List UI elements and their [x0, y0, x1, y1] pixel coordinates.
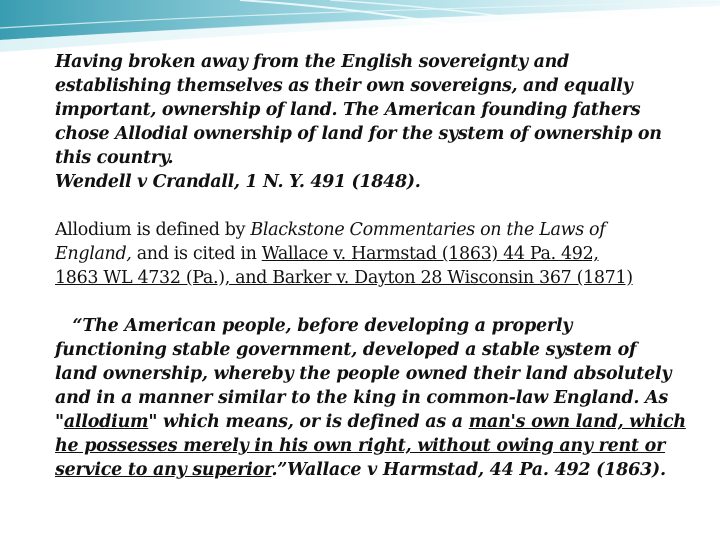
text-line: and in a manner similar to the king in common-law England. As — [55, 388, 668, 408]
text-line: important, ownership of land. The American founding fathers — [55, 100, 641, 120]
citation-barker: 1863 WL 4732 (Pa.), and Barker v. Dayton 28 Wisconsin 367 (1871) — [55, 268, 633, 288]
text-line — [55, 218, 675, 242]
term-allodium: allodium — [63, 412, 149, 432]
blackstone-title-cont: England, — [55, 244, 132, 264]
citation-wallace: Wallace v. Harmstad (1863) 44 Pa. 492, — [261, 244, 599, 264]
definition-underlined: man's own land, which — [468, 412, 686, 432]
text-line — [55, 410, 686, 434]
text-run: and is cited in — [131, 244, 262, 264]
definition-underlined: he possesses merely in his own right, without owing any rent or — [55, 436, 666, 456]
text-line: this country. — [55, 148, 174, 168]
text-line: Having broken away from the English sovereignty and — [55, 52, 569, 72]
text-line: land ownership, whereby the people owned their land absolutely — [55, 364, 672, 384]
text-line: chose Allodial ownership of land for the system of ownership on — [55, 124, 662, 144]
text-line — [55, 458, 675, 482]
paragraph-allodium-definition — [55, 218, 675, 290]
citation-wallace-quote: .”Wallace v Harmstad, 44 Pa. 492 (1863). — [271, 460, 666, 480]
text-line: “The American people, before developing a properly — [55, 316, 573, 336]
text-run: " — [55, 412, 64, 432]
blackstone-title: Blackstone Commentaries on the Laws of — [250, 220, 606, 240]
text-run: " which means, or is defined as a — [148, 412, 469, 432]
text-line: establishing themselves as their own sovereigns, and equally — [55, 76, 633, 96]
citation-wendell: Wendell v Crandall, 1 N. Y. 491 (1848). — [55, 172, 421, 192]
text-line — [55, 242, 675, 266]
text-line: functioning stable government, developed a stable system of — [55, 340, 637, 360]
text-run: Allodium is defined by — [55, 220, 251, 240]
definition-underlined: service to any superior — [55, 460, 272, 480]
paragraph-quote-wallace — [55, 314, 686, 482]
paragraph-founding-fathers — [55, 50, 675, 194]
